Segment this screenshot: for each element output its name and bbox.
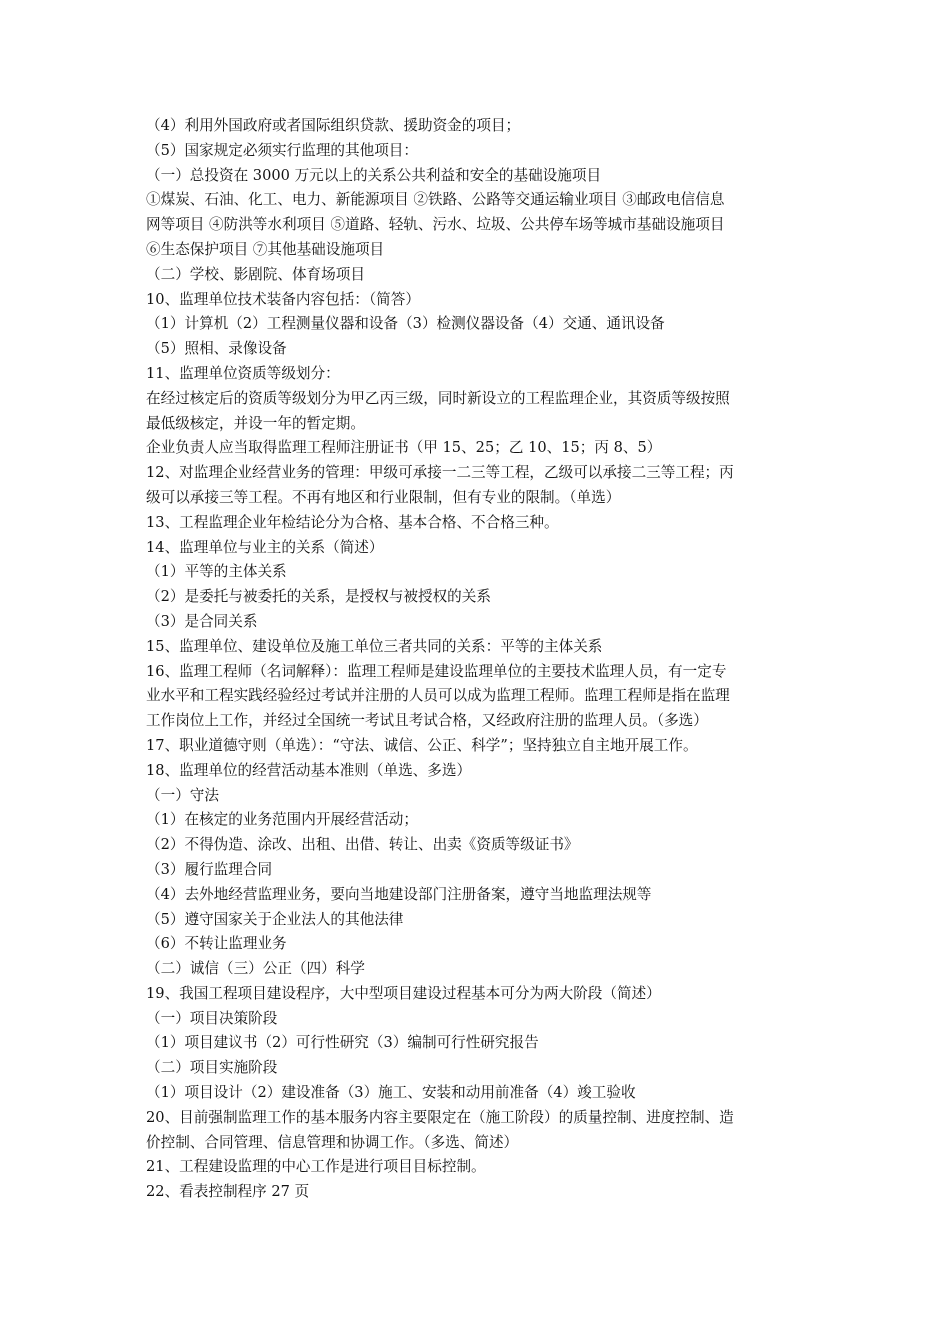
text-line: ⑥生态保护项目 ⑦其他基础设施项目	[146, 240, 385, 258]
text-line: ①煤炭、石油、化工、电力、新能源项目 ②铁路、公路等交通运输业项目 ③邮政电信信息	[146, 191, 725, 209]
text-line: （5）照相、录像设备	[146, 340, 287, 358]
text-line: （5）国家规定必须实行监理的其他项目：	[146, 141, 418, 159]
text-line: 最低级核定，并设一年的暂定期。	[146, 414, 365, 432]
text-line: 企业负责人应当取得监理工程师注册证书（甲 15、25；乙 10、15；丙 8、5）	[146, 439, 662, 457]
text-line: （4）利用外国政府或者国际组织贷款、援助资金的项目；	[146, 117, 521, 134]
text-line: （3）是合同关系	[146, 612, 258, 630]
text-line: （一）守法	[146, 786, 219, 804]
text-line: 21、工程建设监理的中心工作是进行项目目标控制。	[146, 1158, 486, 1176]
text-line: 业水平和工程实践经验经过考试并注册的人员可以成为监理工程师。监理工程师是指在监理	[146, 687, 730, 705]
document-body	[146, 114, 810, 1205]
text-line: （3）履行监理合同	[146, 860, 273, 878]
text-line: 19、我国工程项目建设程序，大中型项目建设过程基本可分为两大阶段（简述）	[146, 984, 661, 1002]
text-line: （2）是委托与被委托的关系，是授权与被授权的关系	[146, 588, 491, 606]
text-line: （4）去外地经营监理业务，要向当地建设部门注册备案，遵守当地监理法规等	[146, 885, 652, 903]
text-line: （一）总投资在 3000 万元以上的关系公共利益和安全的基础设施项目	[146, 166, 602, 184]
text-line: （1）项目建议书（2）可行性研究（3）编制可行性研究报告	[146, 1034, 539, 1052]
text-line: （2）不得伪造、涂改、出租、出借、转让、出卖《资质等级证书》	[146, 836, 579, 854]
text-line: 工作岗位上工作，并经过全国统一考试且考试合格，又经政府注册的监理人员。（多选）	[146, 712, 708, 730]
text-line: 15、监理单位、建设单位及施工单位三者共同的关系：平等的主体关系	[146, 637, 603, 655]
text-line: 16、监理工程师（名词解释）：监理工程师是建设监理单位的主要技术监理人员，有一定专	[146, 662, 727, 680]
text-line: 22、看表控制程序 27 页	[146, 1183, 310, 1201]
text-line: （1）项目设计（2）建设准备（3）施工、安装和动用前准备（4）竣工验收	[146, 1084, 636, 1102]
text-line: 20、目前强制监理工作的基本服务内容主要限定在（施工阶段）的质量控制、进度控制、造	[146, 1108, 734, 1126]
text-line: （一）项目决策阶段	[146, 1009, 278, 1027]
text-line: 14、监理单位与业主的关系（简述）	[146, 538, 384, 556]
text-line: （1）计算机（2）工程测量仪器和设备（3）检测仪器设备（4）交通、通讯设备	[146, 315, 665, 333]
text-line: 在经过核定后的资质等级划分为甲乙丙三级，同时新设立的工程监理企业，其资质等级按照	[146, 389, 730, 407]
text-line: （1）在核定的业务范围内开展经营活动；	[146, 811, 418, 829]
text-line: （5）遵守国家关于企业法人的其他法律	[146, 910, 404, 928]
text-line: 11、监理单位资质等级划分：	[146, 364, 340, 382]
text-line: 级可以承接三等工程。不再有地区和行业限制，但有专业的限制。（单选）	[146, 488, 621, 506]
text-line: 17、职业道德守则（单选）：“守法、诚信、公正、科学”；坚持独立自主地开展工作。	[146, 736, 698, 754]
text-line: （二）诚信（三）公正（四）科学	[146, 960, 365, 978]
text-line: （二）项目实施阶段	[146, 1059, 278, 1077]
text-line: （6）不转让监理业务	[146, 935, 287, 953]
text-line: 网等项目 ④防洪等水利项目 ⑤道路、轻轨、污水、垃圾、公共停车场等城市基础设施项目	[146, 216, 725, 234]
text-line: （1）平等的主体关系	[146, 563, 287, 581]
text-line: 价控制、合同管理、信息管理和协调工作。（多选、简述）	[146, 1133, 519, 1151]
text-line: 13、工程监理企业年检结论分为合格、基本合格、不合格三种。	[146, 513, 559, 531]
text-line: 12、对监理企业经营业务的管理：甲级可承接一二三等工程，乙级可以承接二三等工程；丙	[146, 464, 734, 482]
text-line: （二）学校、影剧院、体育场项目	[146, 265, 365, 283]
text-line: 18、监理单位的经营活动基本准则（单选、多选）	[146, 761, 472, 779]
text-line: 10、监理单位技术装备内容包括：（简答）	[146, 290, 420, 308]
